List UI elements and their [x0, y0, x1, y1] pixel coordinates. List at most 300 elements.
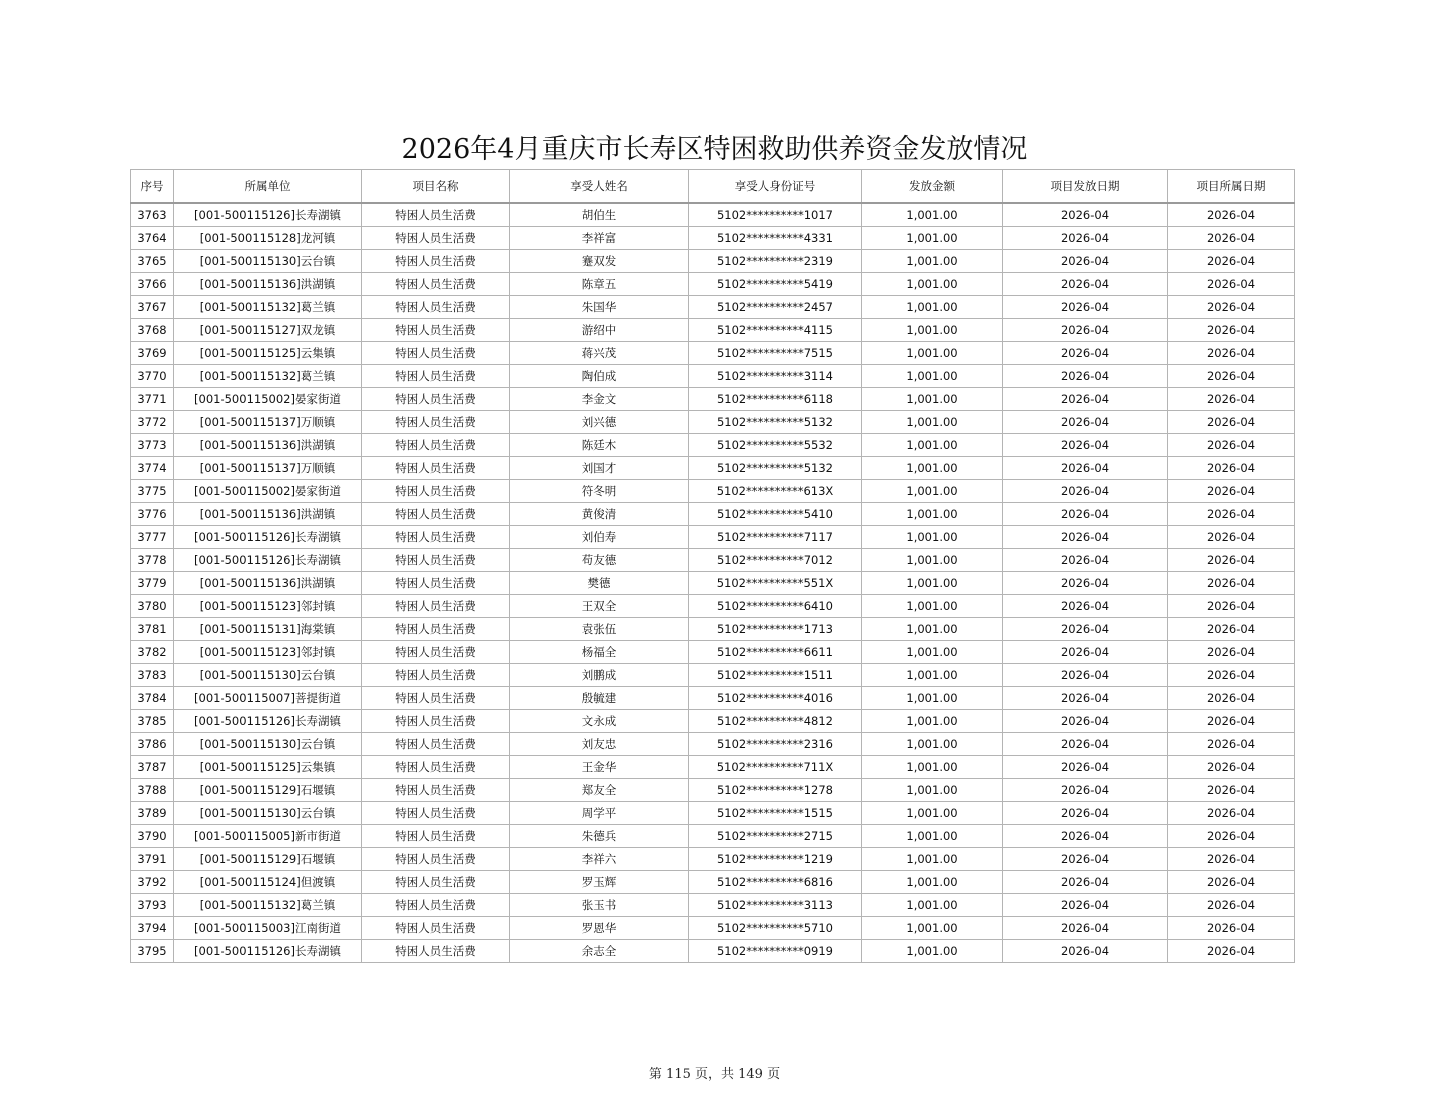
name-cell: 刘友忠	[510, 733, 689, 756]
amount-cell: 1,001.00	[862, 871, 1003, 894]
issue-date-cell: 2026-04	[1003, 365, 1168, 388]
amount-cell: 1,001.00	[862, 664, 1003, 687]
id-number-cell: 5102**********4812	[689, 710, 862, 733]
issue-date-cell: 2026-04	[1003, 733, 1168, 756]
issue-date-cell: 2026-04	[1003, 779, 1168, 802]
period-cell: 2026-04	[1168, 434, 1295, 457]
column-header-amount: 发放金额	[862, 170, 1003, 204]
table-row	[131, 503, 1295, 526]
amount-cell: 1,001.00	[862, 756, 1003, 779]
seq-cell: 3792	[131, 871, 174, 894]
project-cell: 特困人员生活费	[362, 825, 510, 848]
table-row	[131, 342, 1295, 365]
seq-cell: 3794	[131, 917, 174, 940]
project-cell: 特困人员生活费	[362, 940, 510, 963]
issue-date-cell: 2026-04	[1003, 203, 1168, 227]
unit-cell: [001-500115130]云台镇	[174, 733, 362, 756]
seq-cell: 3768	[131, 319, 174, 342]
amount-cell: 1,001.00	[862, 250, 1003, 273]
unit-cell: [001-500115136]洪湖镇	[174, 273, 362, 296]
period-cell: 2026-04	[1168, 917, 1295, 940]
table-row	[131, 779, 1295, 802]
issue-date-cell: 2026-04	[1003, 641, 1168, 664]
issue-date-cell: 2026-04	[1003, 503, 1168, 526]
amount-cell: 1,001.00	[862, 802, 1003, 825]
unit-cell: [001-500115126]长寿湖镇	[174, 526, 362, 549]
seq-cell: 3774	[131, 457, 174, 480]
id-number-cell: 5102**********7012	[689, 549, 862, 572]
period-cell: 2026-04	[1168, 802, 1295, 825]
seq-cell: 3790	[131, 825, 174, 848]
seq-cell: 3795	[131, 940, 174, 963]
id-number-cell: 5102**********2715	[689, 825, 862, 848]
project-cell: 特困人员生活费	[362, 365, 510, 388]
unit-cell: [001-500115136]洪湖镇	[174, 434, 362, 457]
id-number-cell: 5102**********551X	[689, 572, 862, 595]
seq-cell: 3770	[131, 365, 174, 388]
period-cell: 2026-04	[1168, 848, 1295, 871]
amount-cell: 1,001.00	[862, 641, 1003, 664]
project-cell: 特困人员生活费	[362, 503, 510, 526]
id-number-cell: 5102**********5132	[689, 457, 862, 480]
seq-cell: 3773	[131, 434, 174, 457]
table-row	[131, 687, 1295, 710]
table-row	[131, 733, 1295, 756]
seq-cell: 3766	[131, 273, 174, 296]
issue-date-cell: 2026-04	[1003, 917, 1168, 940]
table-row	[131, 940, 1295, 963]
project-cell: 特困人员生活费	[362, 710, 510, 733]
name-cell: 周学平	[510, 802, 689, 825]
period-cell: 2026-04	[1168, 825, 1295, 848]
project-cell: 特困人员生活费	[362, 687, 510, 710]
unit-cell: [001-500115125]云集镇	[174, 756, 362, 779]
issue-date-cell: 2026-04	[1003, 664, 1168, 687]
table-row	[131, 273, 1295, 296]
amount-cell: 1,001.00	[862, 917, 1003, 940]
id-number-cell: 5102**********7515	[689, 342, 862, 365]
period-cell: 2026-04	[1168, 457, 1295, 480]
id-number-cell: 5102**********1219	[689, 848, 862, 871]
name-cell: 朱德兵	[510, 825, 689, 848]
period-cell: 2026-04	[1168, 365, 1295, 388]
period-cell: 2026-04	[1168, 572, 1295, 595]
project-cell: 特困人员生活费	[362, 894, 510, 917]
name-cell: 陈廷木	[510, 434, 689, 457]
period-cell: 2026-04	[1168, 940, 1295, 963]
amount-cell: 1,001.00	[862, 825, 1003, 848]
unit-cell: [001-500115136]洪湖镇	[174, 572, 362, 595]
period-cell: 2026-04	[1168, 756, 1295, 779]
amount-cell: 1,001.00	[862, 203, 1003, 227]
table-row	[131, 917, 1295, 940]
amount-cell: 1,001.00	[862, 319, 1003, 342]
unit-cell: [001-500115126]长寿湖镇	[174, 203, 362, 227]
unit-cell: [001-500115124]但渡镇	[174, 871, 362, 894]
project-cell: 特困人员生活费	[362, 388, 510, 411]
amount-cell: 1,001.00	[862, 549, 1003, 572]
amount-cell: 1,001.00	[862, 273, 1003, 296]
issue-date-cell: 2026-04	[1003, 342, 1168, 365]
table-row	[131, 710, 1295, 733]
amount-cell: 1,001.00	[862, 848, 1003, 871]
seq-cell: 3783	[131, 664, 174, 687]
issue-date-cell: 2026-04	[1003, 756, 1168, 779]
amount-cell: 1,001.00	[862, 687, 1003, 710]
seq-cell: 3776	[131, 503, 174, 526]
amount-cell: 1,001.00	[862, 388, 1003, 411]
project-cell: 特困人员生活费	[362, 480, 510, 503]
table-row	[131, 526, 1295, 549]
column-header-id-number: 享受人身份证号	[689, 170, 862, 204]
unit-cell: [001-500115002]晏家街道	[174, 388, 362, 411]
table-row	[131, 480, 1295, 503]
allowance-table	[130, 169, 1295, 963]
name-cell: 樊德	[510, 572, 689, 595]
period-cell: 2026-04	[1168, 273, 1295, 296]
name-cell: 陈章五	[510, 273, 689, 296]
id-number-cell: 5102**********3113	[689, 894, 862, 917]
page-footer: 第 115 页，共 149 页	[648, 1067, 781, 1082]
seq-cell: 3777	[131, 526, 174, 549]
page-title: 2026年4月重庆市长寿区特困救助供养资金发放情况	[401, 134, 1028, 165]
unit-cell: [001-500115130]云台镇	[174, 664, 362, 687]
unit-cell: [001-500115003]江南街道	[174, 917, 362, 940]
id-number-cell: 5102**********6816	[689, 871, 862, 894]
id-number-cell: 5102**********0919	[689, 940, 862, 963]
amount-cell: 1,001.00	[862, 526, 1003, 549]
table-row	[131, 227, 1295, 250]
table-row	[131, 848, 1295, 871]
unit-cell: [001-500115131]海棠镇	[174, 618, 362, 641]
id-number-cell: 5102**********5132	[689, 411, 862, 434]
amount-cell: 1,001.00	[862, 457, 1003, 480]
id-number-cell: 5102**********2457	[689, 296, 862, 319]
table-row	[131, 756, 1295, 779]
unit-cell: [001-500115005]新市街道	[174, 825, 362, 848]
table-row	[131, 296, 1295, 319]
amount-cell: 1,001.00	[862, 365, 1003, 388]
column-header-project: 项目名称	[362, 170, 510, 204]
amount-cell: 1,001.00	[862, 480, 1003, 503]
period-cell: 2026-04	[1168, 203, 1295, 227]
period-cell: 2026-04	[1168, 779, 1295, 802]
id-number-cell: 5102**********4331	[689, 227, 862, 250]
issue-date-cell: 2026-04	[1003, 457, 1168, 480]
id-number-cell: 5102**********2316	[689, 733, 862, 756]
issue-date-cell: 2026-04	[1003, 848, 1168, 871]
amount-cell: 1,001.00	[862, 296, 1003, 319]
table-row	[131, 203, 1295, 227]
amount-cell: 1,001.00	[862, 411, 1003, 434]
project-cell: 特困人员生活费	[362, 250, 510, 273]
amount-cell: 1,001.00	[862, 434, 1003, 457]
name-cell: 罗恩华	[510, 917, 689, 940]
table-body	[131, 203, 1295, 963]
project-cell: 特困人员生活费	[362, 411, 510, 434]
seq-cell: 3788	[131, 779, 174, 802]
unit-cell: [001-500115126]长寿湖镇	[174, 710, 362, 733]
issue-date-cell: 2026-04	[1003, 871, 1168, 894]
seq-cell: 3765	[131, 250, 174, 273]
id-number-cell: 5102**********5532	[689, 434, 862, 457]
amount-cell: 1,001.00	[862, 618, 1003, 641]
name-cell: 余志全	[510, 940, 689, 963]
id-number-cell: 5102**********613X	[689, 480, 862, 503]
issue-date-cell: 2026-04	[1003, 825, 1168, 848]
project-cell: 特困人员生活费	[362, 319, 510, 342]
table-row	[131, 641, 1295, 664]
period-cell: 2026-04	[1168, 687, 1295, 710]
issue-date-cell: 2026-04	[1003, 572, 1168, 595]
amount-cell: 1,001.00	[862, 779, 1003, 802]
project-cell: 特困人员生活费	[362, 595, 510, 618]
id-number-cell: 5102**********1515	[689, 802, 862, 825]
unit-cell: [001-500115130]云台镇	[174, 802, 362, 825]
issue-date-cell: 2026-04	[1003, 411, 1168, 434]
amount-cell: 1,001.00	[862, 503, 1003, 526]
issue-date-cell: 2026-04	[1003, 296, 1168, 319]
unit-cell: [001-500115136]洪湖镇	[174, 503, 362, 526]
table-row	[131, 388, 1295, 411]
table-row	[131, 618, 1295, 641]
unit-cell: [001-500115137]万顺镇	[174, 457, 362, 480]
name-cell: 殷毓建	[510, 687, 689, 710]
unit-cell: [001-500115126]长寿湖镇	[174, 549, 362, 572]
name-cell: 游绍中	[510, 319, 689, 342]
id-number-cell: 5102**********1511	[689, 664, 862, 687]
project-cell: 特困人员生活费	[362, 273, 510, 296]
column-header-period: 项目所属日期	[1168, 170, 1295, 204]
name-cell: 罗玉辉	[510, 871, 689, 894]
issue-date-cell: 2026-04	[1003, 802, 1168, 825]
unit-cell: [001-500115125]云集镇	[174, 342, 362, 365]
unit-cell: [001-500115127]双龙镇	[174, 319, 362, 342]
id-number-cell: 5102**********3114	[689, 365, 862, 388]
unit-cell: [001-500115130]云台镇	[174, 250, 362, 273]
issue-date-cell: 2026-04	[1003, 526, 1168, 549]
name-cell: 符冬明	[510, 480, 689, 503]
project-cell: 特困人员生活费	[362, 756, 510, 779]
table-row	[131, 365, 1295, 388]
period-cell: 2026-04	[1168, 710, 1295, 733]
table-row	[131, 664, 1295, 687]
table-row	[131, 894, 1295, 917]
table-row	[131, 825, 1295, 848]
seq-cell: 3763	[131, 203, 174, 227]
name-cell: 黄俊清	[510, 503, 689, 526]
name-cell: 刘兴德	[510, 411, 689, 434]
seq-cell: 3789	[131, 802, 174, 825]
amount-cell: 1,001.00	[862, 710, 1003, 733]
project-cell: 特困人员生活费	[362, 457, 510, 480]
id-number-cell: 5102**********5710	[689, 917, 862, 940]
seq-cell: 3769	[131, 342, 174, 365]
name-cell: 杨福全	[510, 641, 689, 664]
header-row	[131, 170, 1295, 204]
amount-cell: 1,001.00	[862, 940, 1003, 963]
issue-date-cell: 2026-04	[1003, 227, 1168, 250]
table-row	[131, 411, 1295, 434]
period-cell: 2026-04	[1168, 526, 1295, 549]
column-header-unit: 所属单位	[174, 170, 362, 204]
period-cell: 2026-04	[1168, 480, 1295, 503]
amount-cell: 1,001.00	[862, 894, 1003, 917]
name-cell: 袁张伍	[510, 618, 689, 641]
table-row	[131, 250, 1295, 273]
issue-date-cell: 2026-04	[1003, 250, 1168, 273]
unit-cell: [001-500115132]葛兰镇	[174, 296, 362, 319]
seq-cell: 3771	[131, 388, 174, 411]
period-cell: 2026-04	[1168, 733, 1295, 756]
period-cell: 2026-04	[1168, 664, 1295, 687]
issue-date-cell: 2026-04	[1003, 480, 1168, 503]
project-cell: 特困人员生活费	[362, 549, 510, 572]
column-header-seq: 序号	[131, 170, 174, 204]
project-cell: 特困人员生活费	[362, 203, 510, 227]
project-cell: 特困人员生活费	[362, 434, 510, 457]
project-cell: 特困人员生活费	[362, 641, 510, 664]
seq-cell: 3791	[131, 848, 174, 871]
seq-cell: 3764	[131, 227, 174, 250]
id-number-cell: 5102**********4016	[689, 687, 862, 710]
name-cell: 文永成	[510, 710, 689, 733]
issue-date-cell: 2026-04	[1003, 388, 1168, 411]
id-number-cell: 5102**********5419	[689, 273, 862, 296]
name-cell: 陶伯成	[510, 365, 689, 388]
issue-date-cell: 2026-04	[1003, 687, 1168, 710]
unit-cell: [001-500115123]邻封镇	[174, 641, 362, 664]
project-cell: 特困人员生活费	[362, 618, 510, 641]
id-number-cell: 5102**********711X	[689, 756, 862, 779]
table-row	[131, 549, 1295, 572]
name-cell: 李祥富	[510, 227, 689, 250]
id-number-cell: 5102**********4115	[689, 319, 862, 342]
period-cell: 2026-04	[1168, 411, 1295, 434]
table-row	[131, 595, 1295, 618]
period-cell: 2026-04	[1168, 342, 1295, 365]
issue-date-cell: 2026-04	[1003, 940, 1168, 963]
seq-cell: 3786	[131, 733, 174, 756]
unit-cell: [001-500115132]葛兰镇	[174, 894, 362, 917]
project-cell: 特困人员生活费	[362, 802, 510, 825]
seq-cell: 3785	[131, 710, 174, 733]
table-row	[131, 434, 1295, 457]
name-cell: 刘国才	[510, 457, 689, 480]
table-row	[131, 802, 1295, 825]
period-cell: 2026-04	[1168, 549, 1295, 572]
name-cell: 王双全	[510, 595, 689, 618]
column-header-issue-date: 项目发放日期	[1003, 170, 1168, 204]
name-cell: 张玉书	[510, 894, 689, 917]
unit-cell: [001-500115126]长寿湖镇	[174, 940, 362, 963]
unit-cell: [001-500115137]万顺镇	[174, 411, 362, 434]
project-cell: 特困人员生活费	[362, 848, 510, 871]
id-number-cell: 5102**********1278	[689, 779, 862, 802]
project-cell: 特困人员生活费	[362, 733, 510, 756]
id-number-cell: 5102**********6118	[689, 388, 862, 411]
column-header-name: 享受人姓名	[510, 170, 689, 204]
issue-date-cell: 2026-04	[1003, 319, 1168, 342]
project-cell: 特困人员生活费	[362, 227, 510, 250]
period-cell: 2026-04	[1168, 894, 1295, 917]
name-cell: 刘伯寿	[510, 526, 689, 549]
name-cell: 蹇双发	[510, 250, 689, 273]
issue-date-cell: 2026-04	[1003, 710, 1168, 733]
table-row	[131, 871, 1295, 894]
name-cell: 李祥六	[510, 848, 689, 871]
id-number-cell: 5102**********6611	[689, 641, 862, 664]
seq-cell: 3767	[131, 296, 174, 319]
project-cell: 特困人员生活费	[362, 342, 510, 365]
id-number-cell: 5102**********1713	[689, 618, 862, 641]
period-cell: 2026-04	[1168, 296, 1295, 319]
seq-cell: 3779	[131, 572, 174, 595]
amount-cell: 1,001.00	[862, 733, 1003, 756]
table-row	[131, 572, 1295, 595]
period-cell: 2026-04	[1168, 319, 1295, 342]
table-row	[131, 319, 1295, 342]
name-cell: 刘鹏成	[510, 664, 689, 687]
seq-cell: 3772	[131, 411, 174, 434]
seq-cell: 3781	[131, 618, 174, 641]
name-cell: 郑友全	[510, 779, 689, 802]
project-cell: 特困人员生活费	[362, 871, 510, 894]
name-cell: 苟友德	[510, 549, 689, 572]
name-cell: 胡伯生	[510, 203, 689, 227]
project-cell: 特困人员生活费	[362, 779, 510, 802]
project-cell: 特困人员生活费	[362, 296, 510, 319]
issue-date-cell: 2026-04	[1003, 894, 1168, 917]
period-cell: 2026-04	[1168, 641, 1295, 664]
period-cell: 2026-04	[1168, 618, 1295, 641]
project-cell: 特困人员生活费	[362, 526, 510, 549]
amount-cell: 1,001.00	[862, 595, 1003, 618]
issue-date-cell: 2026-04	[1003, 434, 1168, 457]
unit-cell: [001-500115002]晏家街道	[174, 480, 362, 503]
table-row	[131, 457, 1295, 480]
seq-cell: 3775	[131, 480, 174, 503]
seq-cell: 3782	[131, 641, 174, 664]
id-number-cell: 5102**********7117	[689, 526, 862, 549]
seq-cell: 3784	[131, 687, 174, 710]
id-number-cell: 5102**********1017	[689, 203, 862, 227]
project-cell: 特困人员生活费	[362, 664, 510, 687]
seq-cell: 3793	[131, 894, 174, 917]
unit-cell: [001-500115007]菩提街道	[174, 687, 362, 710]
name-cell: 王金华	[510, 756, 689, 779]
name-cell: 蒋兴茂	[510, 342, 689, 365]
period-cell: 2026-04	[1168, 595, 1295, 618]
seq-cell: 3787	[131, 756, 174, 779]
amount-cell: 1,001.00	[862, 227, 1003, 250]
id-number-cell: 5102**********5410	[689, 503, 862, 526]
amount-cell: 1,001.00	[862, 572, 1003, 595]
unit-cell: [001-500115128]龙河镇	[174, 227, 362, 250]
project-cell: 特困人员生活费	[362, 917, 510, 940]
unit-cell: [001-500115129]石堰镇	[174, 779, 362, 802]
name-cell: 朱国华	[510, 296, 689, 319]
issue-date-cell: 2026-04	[1003, 595, 1168, 618]
id-number-cell: 5102**********2319	[689, 250, 862, 273]
issue-date-cell: 2026-04	[1003, 618, 1168, 641]
period-cell: 2026-04	[1168, 871, 1295, 894]
seq-cell: 3780	[131, 595, 174, 618]
issue-date-cell: 2026-04	[1003, 273, 1168, 296]
amount-cell: 1,001.00	[862, 342, 1003, 365]
unit-cell: [001-500115123]邻封镇	[174, 595, 362, 618]
unit-cell: [001-500115132]葛兰镇	[174, 365, 362, 388]
